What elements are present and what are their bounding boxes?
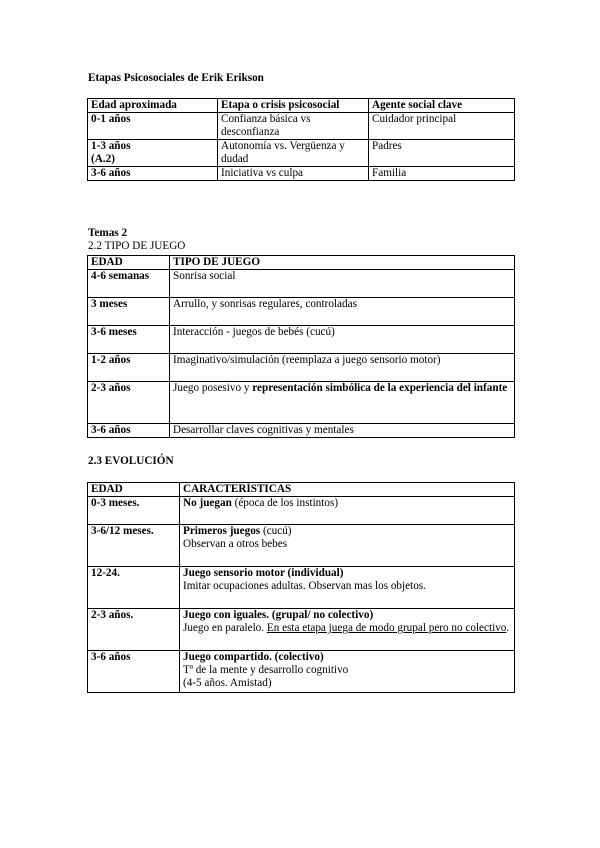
column-header: EDAD — [88, 483, 180, 497]
table-header-row — [88, 256, 515, 270]
characteristics-cell — [180, 651, 515, 693]
age-cell: 3-6 años — [88, 424, 170, 438]
characteristic-title: Juego compartido. (colectivo) — [183, 651, 324, 663]
table-row — [88, 382, 515, 424]
table-header-row — [88, 483, 515, 497]
characteristic-detail: Tª de la mente y desarrollo cognitivo — [183, 664, 349, 676]
characteristic-title: Primeros juegos — [183, 525, 261, 537]
table-header-row — [88, 99, 515, 113]
table-row — [88, 298, 515, 326]
characteristic-note: (cucú) — [260, 525, 292, 537]
age-cell: 3-6/12 meses. — [88, 525, 180, 567]
characteristics-cell — [180, 525, 515, 567]
characteristic-detail-end: . — [506, 622, 510, 634]
topic-label: Temas 2 — [88, 227, 128, 239]
stage-cell: Iniciativa vs culpa — [218, 167, 369, 181]
characteristic-title: Juego sensorio motor (individual) — [183, 567, 344, 579]
type-text: Juego posesivo y — [173, 382, 253, 394]
table-row — [88, 270, 515, 298]
age-cell: 4-6 semanas — [88, 270, 170, 298]
type-cell: Arrullo, y sonrisas regulares, controladas — [170, 298, 515, 326]
agent-cell: Familia — [369, 167, 515, 181]
characteristics-cell — [180, 609, 515, 651]
agent-cell: Cuidador principal — [369, 113, 515, 140]
column-header: CARACTERÍSTICAS — [180, 483, 515, 497]
table-row — [88, 326, 515, 354]
age-cell: 2-3 años — [88, 382, 170, 424]
characteristic-note: (época de los instintos) — [231, 497, 339, 509]
age-cell: 1-2 años — [88, 354, 170, 382]
column-header: EDAD — [88, 256, 170, 270]
stage-cell: Autonomía vs. Vergüenza y dudad — [218, 140, 369, 167]
table-row — [88, 567, 515, 609]
type-cell: Desarrollar claves cognitivas y mentales — [170, 424, 515, 438]
age-cell: 3-6 años — [88, 167, 218, 181]
table-row — [88, 609, 515, 651]
age-cell: 3-6 meses — [88, 326, 170, 354]
type-cell: Imaginativo/simulación (reemplaza a juego sensorio motor) — [170, 354, 515, 382]
table-row — [88, 167, 515, 181]
column-header: Agente social clave — [369, 99, 515, 113]
age-cell: 2-3 años. — [88, 609, 180, 651]
table-row — [88, 424, 515, 438]
age-cell: 3-6 años — [88, 651, 180, 693]
evolucion-table — [87, 482, 515, 693]
age-cell: 0-3 meses. — [88, 497, 180, 525]
characteristic-detail: Juego en paralelo. — [183, 622, 267, 634]
characteristics-cell — [180, 567, 515, 609]
column-header: Etapa o crisis psicosocial — [218, 99, 369, 113]
stage-cell: Confianza básica vs desconfianza — [218, 113, 369, 140]
agent-cell: Padres — [369, 140, 515, 167]
age-cell: 12-24. — [88, 567, 180, 609]
characteristic-detail-underlined: En esta etapa juega de modo grupal pero no colectivo — [266, 622, 507, 634]
characteristic-detail: Imitar ocupaciones adultas. Observan mas los objetos. — [183, 580, 426, 592]
section-title-evolucion: 2.3 EVOLUCIÓN — [88, 455, 174, 467]
table-row — [88, 525, 515, 567]
erikson-table — [87, 98, 515, 181]
characteristic-title: Juego con iguales. (grupal/ no colectivo) — [183, 609, 374, 621]
type-text-bold: representación simbólica de la experiencia del infante — [252, 382, 508, 394]
table-row — [88, 497, 515, 525]
type-cell: Interacción - juegos de bebés (cucú) — [170, 326, 515, 354]
table-row — [88, 651, 515, 693]
age-cell: 3 meses — [88, 298, 170, 326]
characteristics-cell — [180, 497, 515, 525]
column-header: TIPO DE JUEGO — [170, 256, 515, 270]
age-cell: 1-3 años (A.2) — [88, 140, 218, 167]
characteristic-detail: Observan a otros bebes — [183, 538, 288, 550]
characteristic-title: No juegan — [183, 497, 232, 509]
table-row — [88, 113, 515, 140]
erikson-title: Etapas Psicosociales de Erik Erikson — [88, 72, 264, 84]
type-cell — [170, 382, 515, 424]
column-header: Edad aproximada — [88, 99, 218, 113]
age-cell: 0-1 años — [88, 113, 218, 140]
type-cell: Sonrisa social — [170, 270, 515, 298]
table-row — [88, 140, 515, 167]
tipo-juego-table — [87, 255, 515, 438]
table-row — [88, 354, 515, 382]
section-title-tipo-juego: 2.2 TIPO DE JUEGO — [88, 240, 186, 252]
characteristic-detail: (4-5 años. Amistad) — [183, 677, 272, 689]
